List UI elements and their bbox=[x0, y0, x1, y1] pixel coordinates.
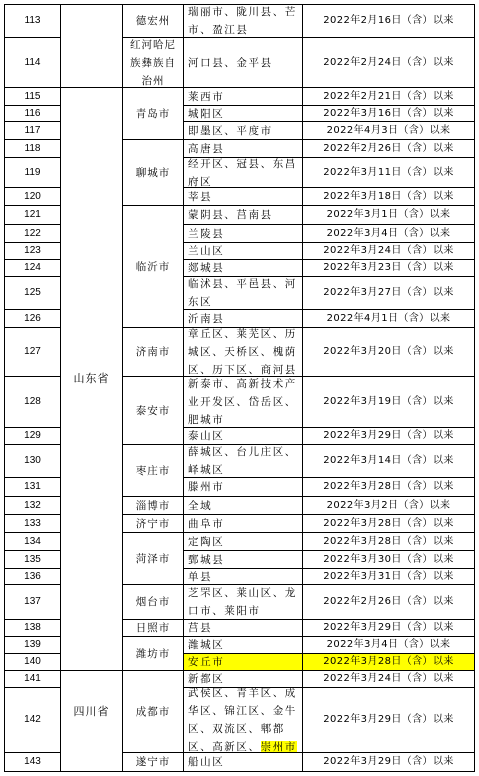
date-cell: 2022年3月2日（含）以来 bbox=[326, 499, 451, 511]
district-text: 安丘市 bbox=[188, 656, 225, 668]
row-number: 128 bbox=[24, 396, 41, 407]
district-cell bbox=[184, 753, 302, 771]
district-cell bbox=[184, 310, 302, 327]
district-text: 瑞丽市、陇川县、芒市、盈江县 bbox=[188, 6, 297, 36]
city-cell: 遂宁市 bbox=[135, 756, 171, 768]
district-cell bbox=[184, 225, 302, 242]
row-number: 116 bbox=[24, 107, 41, 119]
district-text: 郯城县 bbox=[188, 262, 225, 274]
district-text: 城阳区 bbox=[188, 107, 225, 120]
date-cell: 2022年3月28日（含）以来 bbox=[323, 481, 454, 492]
district-cell bbox=[184, 38, 302, 87]
district-cell bbox=[184, 206, 302, 224]
date-cell: 2022年3月18日（含）以来 bbox=[323, 190, 454, 202]
city-cell: 淄博市 bbox=[135, 499, 171, 512]
date-cell: 2022年2月26日（含）以来 bbox=[323, 596, 454, 607]
date-cell: 2022年3月19日（含）以来 bbox=[323, 396, 454, 407]
date-cell: 2022年3月24日（含）以来 bbox=[323, 245, 454, 256]
row-number: 143 bbox=[24, 756, 41, 767]
district-text: 泰山区 bbox=[188, 430, 225, 442]
district-cell bbox=[184, 188, 302, 205]
city-cell: 德宏州 bbox=[135, 15, 171, 27]
district-cell bbox=[184, 328, 302, 376]
district-text: 蒙阴县、莒南县 bbox=[188, 209, 273, 221]
date-cell: 2022年3月14日（含）以来 bbox=[323, 455, 454, 466]
row-number: 133 bbox=[24, 517, 41, 529]
province-cell: 山东省 bbox=[73, 372, 110, 385]
date-cell: 2022年2月26日（含）以来 bbox=[323, 142, 454, 154]
grid-line bbox=[4, 771, 475, 772]
district-text: 滕州市 bbox=[188, 481, 225, 493]
district-cell bbox=[184, 478, 302, 496]
row-number: 125 bbox=[24, 287, 41, 298]
district-cell bbox=[184, 377, 302, 427]
city-cell: 枣庄市 bbox=[135, 464, 171, 477]
row-number: 117 bbox=[24, 124, 41, 136]
row-number: 132 bbox=[24, 499, 41, 511]
district-text: 沂南县 bbox=[188, 312, 225, 325]
row-number: 129 bbox=[24, 430, 41, 441]
province-cell: 四川省 bbox=[73, 704, 110, 718]
district-cell bbox=[184, 140, 302, 157]
district-text: 芝罘区、莱山区、龙口市、莱阳市 bbox=[188, 587, 297, 617]
district-text: 临沭县、平邑县、河东区 bbox=[188, 278, 297, 308]
district-cell bbox=[184, 243, 302, 259]
row-number: 123 bbox=[24, 245, 41, 256]
date-cell: 2022年3月29日（含）以来 bbox=[323, 430, 454, 441]
date-cell: 2022年3月4日（含）以来 bbox=[326, 227, 451, 239]
city-cell: 成都市 bbox=[135, 705, 171, 718]
date-cell: 2022年3月11日（含）以来 bbox=[323, 166, 454, 178]
row-number: 120 bbox=[24, 190, 41, 202]
row-number: 127 bbox=[24, 346, 41, 357]
date-cell: 2022年3月28日（含）以来 bbox=[323, 517, 454, 529]
date-cell: 2022年4月1日（含）以来 bbox=[326, 312, 451, 324]
district-text: 即墨区、平度市 bbox=[188, 124, 273, 137]
row-number: 122 bbox=[24, 227, 41, 239]
row-number: 126 bbox=[24, 312, 41, 324]
district-text: 经开区、冠县、东昌府区 bbox=[188, 158, 297, 187]
district-text: 高唐县 bbox=[188, 142, 225, 155]
row-number: 124 bbox=[24, 262, 41, 273]
date-cell: 2022年3月29日（含）以来 bbox=[323, 622, 454, 633]
row-number: 142 bbox=[24, 714, 41, 725]
district-cell bbox=[184, 654, 302, 670]
district-cell bbox=[184, 569, 302, 584]
row-number: 141 bbox=[24, 673, 41, 684]
date-cell: 2022年2月21日（含）以来 bbox=[323, 90, 454, 102]
district-cell bbox=[184, 551, 302, 568]
date-cell: 2022年3月24日（含）以来 bbox=[323, 673, 454, 684]
district-text: 新泰市、高新技术产业开发区、岱岳区、肥城市 bbox=[188, 378, 297, 426]
district-cell bbox=[184, 277, 302, 309]
district-text: 船山区 bbox=[188, 756, 225, 768]
city-cell: 烟台市 bbox=[135, 596, 171, 608]
date-cell: 2022年3月28日（含）以来 bbox=[303, 654, 474, 670]
district-cell bbox=[184, 445, 302, 477]
row-number: 134 bbox=[24, 535, 41, 547]
district-cell bbox=[184, 620, 302, 636]
row-number: 118 bbox=[24, 142, 41, 154]
district-text: 定陶区 bbox=[188, 535, 225, 548]
row-number: 137 bbox=[24, 596, 41, 607]
date-cell: 2022年3月20日（含）以来 bbox=[323, 346, 454, 357]
city-cell: 菏泽市 bbox=[135, 552, 171, 565]
row-number: 121 bbox=[24, 209, 41, 220]
date-cell: 2022年4月3日（含）以来 bbox=[326, 124, 451, 136]
row-number: 119 bbox=[24, 166, 41, 178]
row-number: 138 bbox=[24, 622, 41, 633]
date-cell: 2022年2月16日（含）以来 bbox=[323, 15, 454, 26]
district-text: 曲阜市 bbox=[188, 517, 225, 530]
district-cell bbox=[184, 533, 302, 550]
district-text: 莘县 bbox=[188, 190, 213, 203]
district-cell bbox=[184, 497, 302, 514]
date-cell: 2022年3月29日（含）以来 bbox=[323, 714, 454, 725]
date-cell: 2022年3月28日（含）以来 bbox=[323, 535, 454, 547]
district-cell bbox=[184, 5, 302, 37]
district-text: 莱西市 bbox=[188, 90, 225, 103]
grid-line bbox=[474, 4, 475, 772]
district-cell bbox=[184, 515, 302, 532]
district-text: 潍城区 bbox=[188, 639, 225, 651]
district-text: 兰陵县 bbox=[188, 227, 225, 240]
district-text: 新都区 bbox=[188, 673, 225, 685]
district-text: 武侯区、青羊区、成华区、锦江区、金牛区、双流区、郫都区、高新区、崇州市 bbox=[188, 688, 297, 752]
city-cell: 济南市 bbox=[135, 346, 171, 358]
date-cell: 2022年3月23日（含）以来 bbox=[323, 262, 454, 273]
row-number: 113 bbox=[24, 15, 41, 26]
row-number: 136 bbox=[24, 570, 41, 582]
city-cell: 临沂市 bbox=[135, 260, 171, 273]
date-cell: 2022年3月16日（含）以来 bbox=[323, 107, 454, 119]
district-cell bbox=[184, 688, 302, 752]
district-cell bbox=[184, 106, 302, 121]
row-number: 114 bbox=[24, 56, 41, 68]
district-text: 河口县、金平县 bbox=[188, 56, 273, 69]
row-number: 139 bbox=[24, 639, 41, 650]
row-number: 131 bbox=[24, 481, 41, 492]
date-cell: 2022年2月24日（含）以来 bbox=[323, 56, 454, 68]
city-cell: 日照市 bbox=[135, 622, 171, 634]
city-cell: 聊城市 bbox=[135, 166, 171, 179]
row-number: 140 bbox=[24, 656, 41, 667]
date-cell: 2022年3月4日（含）以来 bbox=[326, 639, 451, 650]
row-number: 130 bbox=[24, 455, 41, 466]
district-text: 薛城区、台儿庄区、峄城区 bbox=[188, 446, 297, 476]
city-cell: 济宁市 bbox=[135, 517, 171, 530]
city-cell: 红河哈尼族彝族自治州 bbox=[130, 38, 176, 87]
district-cell bbox=[184, 158, 302, 187]
district-cell bbox=[184, 585, 302, 619]
date-cell: 2022年3月27日（含）以来 bbox=[323, 287, 454, 298]
city-cell: 青岛市 bbox=[135, 107, 171, 120]
highlighted-district: 崇州市 bbox=[260, 741, 297, 752]
date-cell: 2022年3月30日（含）以来 bbox=[323, 553, 454, 565]
district-text: 全域 bbox=[188, 499, 213, 512]
province-cell-blank bbox=[61, 5, 122, 87]
district-cell bbox=[184, 671, 302, 687]
district-text: 鄄城县 bbox=[188, 553, 225, 566]
city-cell: 泰安市 bbox=[135, 404, 171, 417]
district-cell bbox=[184, 88, 302, 105]
district-cell bbox=[184, 428, 302, 444]
district-text: 章丘区、莱芜区、历城区、天桥区、槐荫区、历下区、商河县 bbox=[188, 328, 297, 376]
row-number: 135 bbox=[24, 553, 41, 565]
district-text: 莒县 bbox=[188, 622, 213, 634]
district-cell bbox=[184, 260, 302, 276]
district-cell bbox=[184, 122, 302, 139]
date-cell: 2022年3月31日（含）以来 bbox=[323, 570, 454, 582]
district-cell bbox=[184, 637, 302, 653]
date-cell: 2022年3月29日（含）以来 bbox=[323, 756, 454, 767]
date-cell: 2022年3月1日（含）以来 bbox=[326, 209, 451, 220]
row-number: 115 bbox=[24, 90, 41, 102]
district-text: 兰山区 bbox=[188, 245, 225, 257]
city-cell: 潍坊市 bbox=[135, 647, 171, 660]
district-text: 单县 bbox=[188, 570, 213, 583]
